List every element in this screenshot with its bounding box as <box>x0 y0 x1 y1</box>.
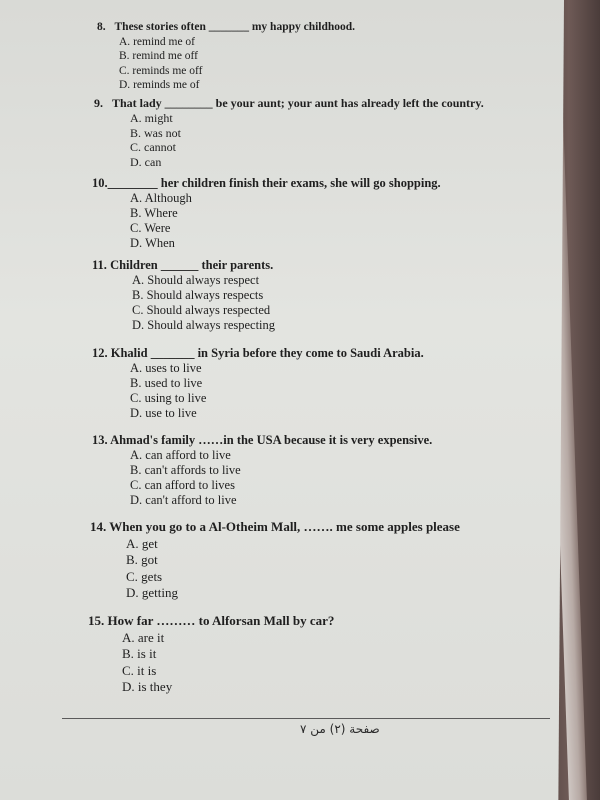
question-number: 12. <box>92 346 108 360</box>
question-stem <box>92 176 441 191</box>
option-a[interactable]: A. might <box>130 110 173 125</box>
footer-divider <box>62 718 550 719</box>
options-list <box>132 273 275 333</box>
option-d[interactable]: D. getting <box>126 585 178 600</box>
question-text: These stories often _______ my happy childhood. <box>114 21 356 33</box>
options-list <box>130 191 441 251</box>
question-number: 10. <box>92 176 108 190</box>
option-d[interactable]: D. can <box>130 155 162 170</box>
option-b[interactable]: B. was not <box>130 125 182 140</box>
page-number-label: صفحة (٢) من ٧ <box>300 722 380 736</box>
question-stem <box>94 96 484 111</box>
option-d[interactable]: D. Should always respecting <box>132 318 276 332</box>
option-a[interactable]: A. Although <box>130 191 192 205</box>
option-c[interactable]: C. gets <box>126 568 163 584</box>
question-stem <box>88 613 334 630</box>
option-b[interactable]: B. remind me off <box>119 50 198 62</box>
question-12 <box>92 346 424 421</box>
option-a[interactable]: A. remind me of <box>119 35 196 48</box>
option-c[interactable]: C. cannot <box>130 140 177 155</box>
options-list <box>126 536 460 602</box>
question-14 <box>90 519 460 602</box>
option-b[interactable]: B. Should always respects <box>132 288 264 302</box>
options-list <box>130 361 424 421</box>
options-list <box>130 111 484 170</box>
option-d[interactable]: D. When <box>130 236 175 250</box>
option-d[interactable]: D. reminds me of <box>119 79 200 91</box>
question-text: When you go to a Al-Otheim Mall, ……. me some apples please <box>109 519 460 534</box>
question-text: ________ her children finish their exams, she will go shopping. <box>107 176 441 190</box>
options-list <box>122 630 334 696</box>
question-stem <box>92 346 424 361</box>
question-13 <box>92 433 432 508</box>
option-b[interactable]: B. Where <box>130 206 178 220</box>
question-number: 13. <box>92 433 108 447</box>
question-text: Ahmad's family ……in the USA because it is very expensive. <box>110 433 433 447</box>
question-number: 11. <box>92 258 107 272</box>
options-list <box>130 448 432 508</box>
question-text: Khalid _______ in Syria before they come to Saudi Arabia. <box>110 346 424 360</box>
option-c[interactable]: C. can afford to lives <box>130 478 235 492</box>
option-a[interactable]: A. are it <box>122 629 165 645</box>
question-stem <box>90 519 460 536</box>
option-d[interactable]: D. use to live <box>130 406 197 420</box>
option-a[interactable]: A. get <box>126 535 158 551</box>
question-number: 9. <box>94 96 103 110</box>
option-c[interactable]: C. reminds me off <box>119 64 203 77</box>
question-15 <box>88 613 334 696</box>
question-9 <box>94 96 484 170</box>
option-c[interactable]: C. Were <box>130 221 171 235</box>
question-stem <box>92 433 432 448</box>
option-a[interactable]: A. can afford to live <box>130 448 231 462</box>
option-b[interactable]: B. used to live <box>130 376 203 390</box>
option-a[interactable]: A. uses to live <box>130 361 202 375</box>
option-b[interactable]: B. can't affords to live <box>130 463 241 477</box>
options-list <box>119 35 355 93</box>
question-number: 8. <box>97 21 106 33</box>
option-b[interactable]: B. is it <box>122 646 157 661</box>
option-c[interactable]: C. using to live <box>130 391 207 405</box>
question-text: How far ……… to Alforsan Mall by car? <box>107 613 335 628</box>
option-d[interactable]: D. can't afford to live <box>130 493 237 507</box>
option-a[interactable]: A. Should always respect <box>132 273 260 287</box>
question-stem <box>92 258 275 273</box>
option-c[interactable]: C. Should always respected <box>132 303 271 317</box>
question-11 <box>92 258 275 333</box>
option-b[interactable]: B. got <box>126 552 158 567</box>
question-stem <box>97 20 355 35</box>
question-8 <box>97 20 355 93</box>
question-number: 15. <box>88 613 105 628</box>
option-d[interactable]: D. is they <box>122 679 173 694</box>
question-10 <box>92 176 441 251</box>
question-text: That lady ________ be your aunt; your aunt has already left the country. <box>112 96 484 110</box>
question-number: 14. <box>90 519 107 534</box>
question-text: Children ______ their parents. <box>110 258 274 272</box>
option-c[interactable]: C. it is <box>122 662 157 678</box>
